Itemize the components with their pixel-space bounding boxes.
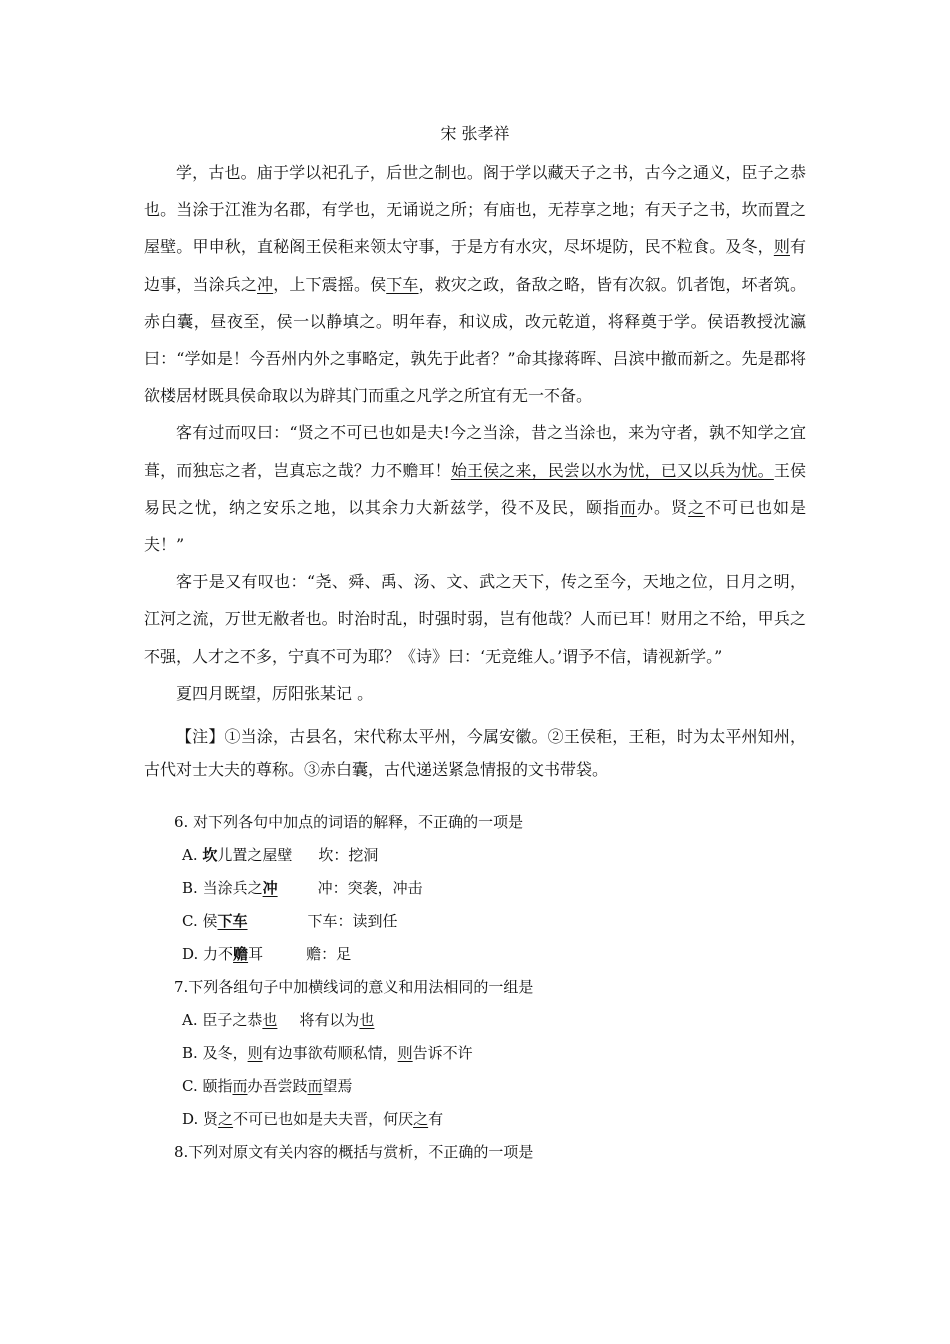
text-run: ，上下震摇。侯 — [273, 274, 387, 294]
text-run: 不可已也如是夫夫晋，何厌 — [233, 1110, 414, 1128]
annotation-notes — [144, 720, 806, 786]
text-run: 有 — [428, 1110, 444, 1128]
text-run: 力不 — [203, 945, 234, 963]
text-run: 告诉不许 — [412, 1044, 473, 1062]
underlined-word: 则 — [397, 1044, 413, 1062]
option-letter: B. — [182, 1044, 203, 1062]
text-run: 不可已也如是夫！” — [144, 497, 806, 555]
paragraph-1 — [144, 154, 806, 414]
question-7-option-b — [144, 1037, 806, 1070]
underlined-sentence: 始王侯之来，民尝以水为忧，已又以兵为忧。 — [450, 460, 774, 480]
question-6-option-d — [144, 938, 806, 971]
text-run: 办吾尝跂 — [247, 1077, 308, 1095]
option-letter: A. — [182, 846, 203, 864]
text-run: 有边事，当涂兵之 — [144, 237, 806, 294]
underlined-word-zhi: 之 — [687, 497, 705, 517]
text-run: 办。贤 — [636, 497, 688, 517]
text-run: ，救灾之政，备敌之略，皆有次叙。饥者饱，坏者筑。赤白囊，昼夜至，侯一以静填之。明年春，和议成，改元乾道，将释奠于学。侯语教授沈瀛曰：“学如是！今吾州内外之事略定，孰先于此者？”命其掾蒋晖、吕滨中撤而新之。先是郡将欲楼居材既具侯命取以为辟其门而重之凡学之所宜有无一不备。 — [144, 274, 806, 406]
option-explanation: 坎：挖洞 — [318, 846, 379, 864]
underlined-word-xiache: 下车 — [386, 274, 419, 294]
option-explanation: 赡：足 — [306, 945, 352, 963]
text-run: 耳 — [248, 945, 264, 963]
underlined-word-ze: 则 — [773, 237, 790, 257]
question-7-option-a — [144, 1004, 806, 1037]
notes-paragraph — [144, 720, 806, 786]
questions — [144, 806, 806, 1169]
text-run: 王侯易民之忧，纳之安乐之地，以其余力大新兹学，役不及民，颐指 — [144, 460, 806, 517]
underlined-word: 则 — [247, 1044, 263, 1062]
dotted-word: 冲 — [262, 879, 278, 897]
question-6-option-c — [144, 905, 806, 938]
text-run: 贤 — [203, 1110, 219, 1128]
text-run: 臣子之恭 — [202, 1011, 263, 1029]
option-letter: C. — [182, 912, 203, 930]
question-7-option-d — [144, 1103, 806, 1136]
text-run: 当涂兵之 — [202, 879, 263, 897]
dotted-word: 赡 — [233, 945, 249, 963]
option-letter: D. — [182, 1110, 204, 1128]
dotted-word: 下车 — [217, 912, 248, 930]
text-run: 及冬， — [202, 1044, 248, 1062]
question-7-option-c — [144, 1070, 806, 1103]
notes-text: ①当涂，古县名，宋代称太平州，今属安徽。②王侯秬，王秬，时为太平州知州，古代对士大夫的尊称。③赤白囊，古代递送紧急情报的文书带袋。 — [144, 727, 806, 779]
paragraph-4: 夏四月既望，厉阳张某记 。 — [176, 683, 374, 703]
question-6-option-a — [144, 839, 806, 872]
underlined-word: 也 — [359, 1011, 375, 1029]
option-letter: C. — [182, 1077, 203, 1095]
text-run: 将有以为 — [299, 1011, 360, 1029]
underlined-word: 之 — [413, 1110, 429, 1128]
question-6-stem: 6. 对下列各句中加点的词语的解释，不正确的一项是 — [174, 813, 524, 831]
option-letter: A. — [182, 1011, 203, 1029]
text-run: 客有过而叹曰：“贤之不可已也如是夫!今之当涂，昔之当涂也，来为守者，孰不知学之宜葺，而独忘之者，岂真忘之哉？力不赡耳！ — [144, 423, 806, 480]
text-run: 有边事欲苟顺私情， — [262, 1044, 398, 1062]
paragraph-3: 客于是又有叹也：“尧、舜、禹、汤、文、武之天下，传之至今，天地之位，日月之明，江河之流，万世无敝者也。时治时乱，时强时弱，岂有他哉？人而已耳！财用之不给，甲兵之不强，人才之不多，宁真不可为耶？《诗》曰：‘无竞维人。’谓予不信，请视新学。” — [144, 572, 806, 666]
paragraph-2 — [144, 414, 806, 563]
text-run: 侯 — [202, 912, 218, 930]
option-letter: D. — [182, 945, 204, 963]
passage — [144, 154, 806, 712]
underlined-word-chong: 冲 — [257, 274, 274, 294]
notes-label: 【注】 — [176, 727, 225, 746]
underlined-word: 也 — [262, 1011, 278, 1029]
option-explanation: 下车：读到任 — [307, 912, 398, 930]
text-run: 颐指 — [202, 1077, 233, 1095]
underlined-word: 之 — [218, 1110, 234, 1128]
author-line: 宋 张孝祥 — [440, 124, 510, 143]
question-6-option-b — [144, 872, 806, 905]
option-letter: B. — [182, 879, 203, 897]
text-run: 望焉 — [322, 1077, 353, 1095]
underlined-word-er: 而 — [619, 497, 637, 517]
question-7-stem: 7.下列各组句子中加横线词的意义和用法相同的一组是 — [174, 978, 534, 996]
option-explanation: 冲：突袭，冲击 — [317, 879, 423, 897]
text-run: 学，古也。庙于学以祀孔子，后世之制也。阁于学以藏天子之书，古今之通义，臣子之恭也。当涂于江淮为名郡，有学也，无诵说之所；有庙也，无荐享之地；有天子之书，坎而置之屋壁。甲申秋，直秘阁王侯秬来领太守事，于是方有水灾，尽坏堤防，民不粒食。及冬， — [144, 163, 806, 257]
underlined-word: 而 — [307, 1077, 323, 1095]
underlined-word: 而 — [232, 1077, 248, 1095]
dotted-word: 坎 — [202, 846, 218, 864]
text-run: 儿置之屋壁 — [217, 846, 293, 864]
question-8-stem: 8.下列对原文有关内容的概括与赏析，不正确的一项是 — [174, 1143, 534, 1161]
